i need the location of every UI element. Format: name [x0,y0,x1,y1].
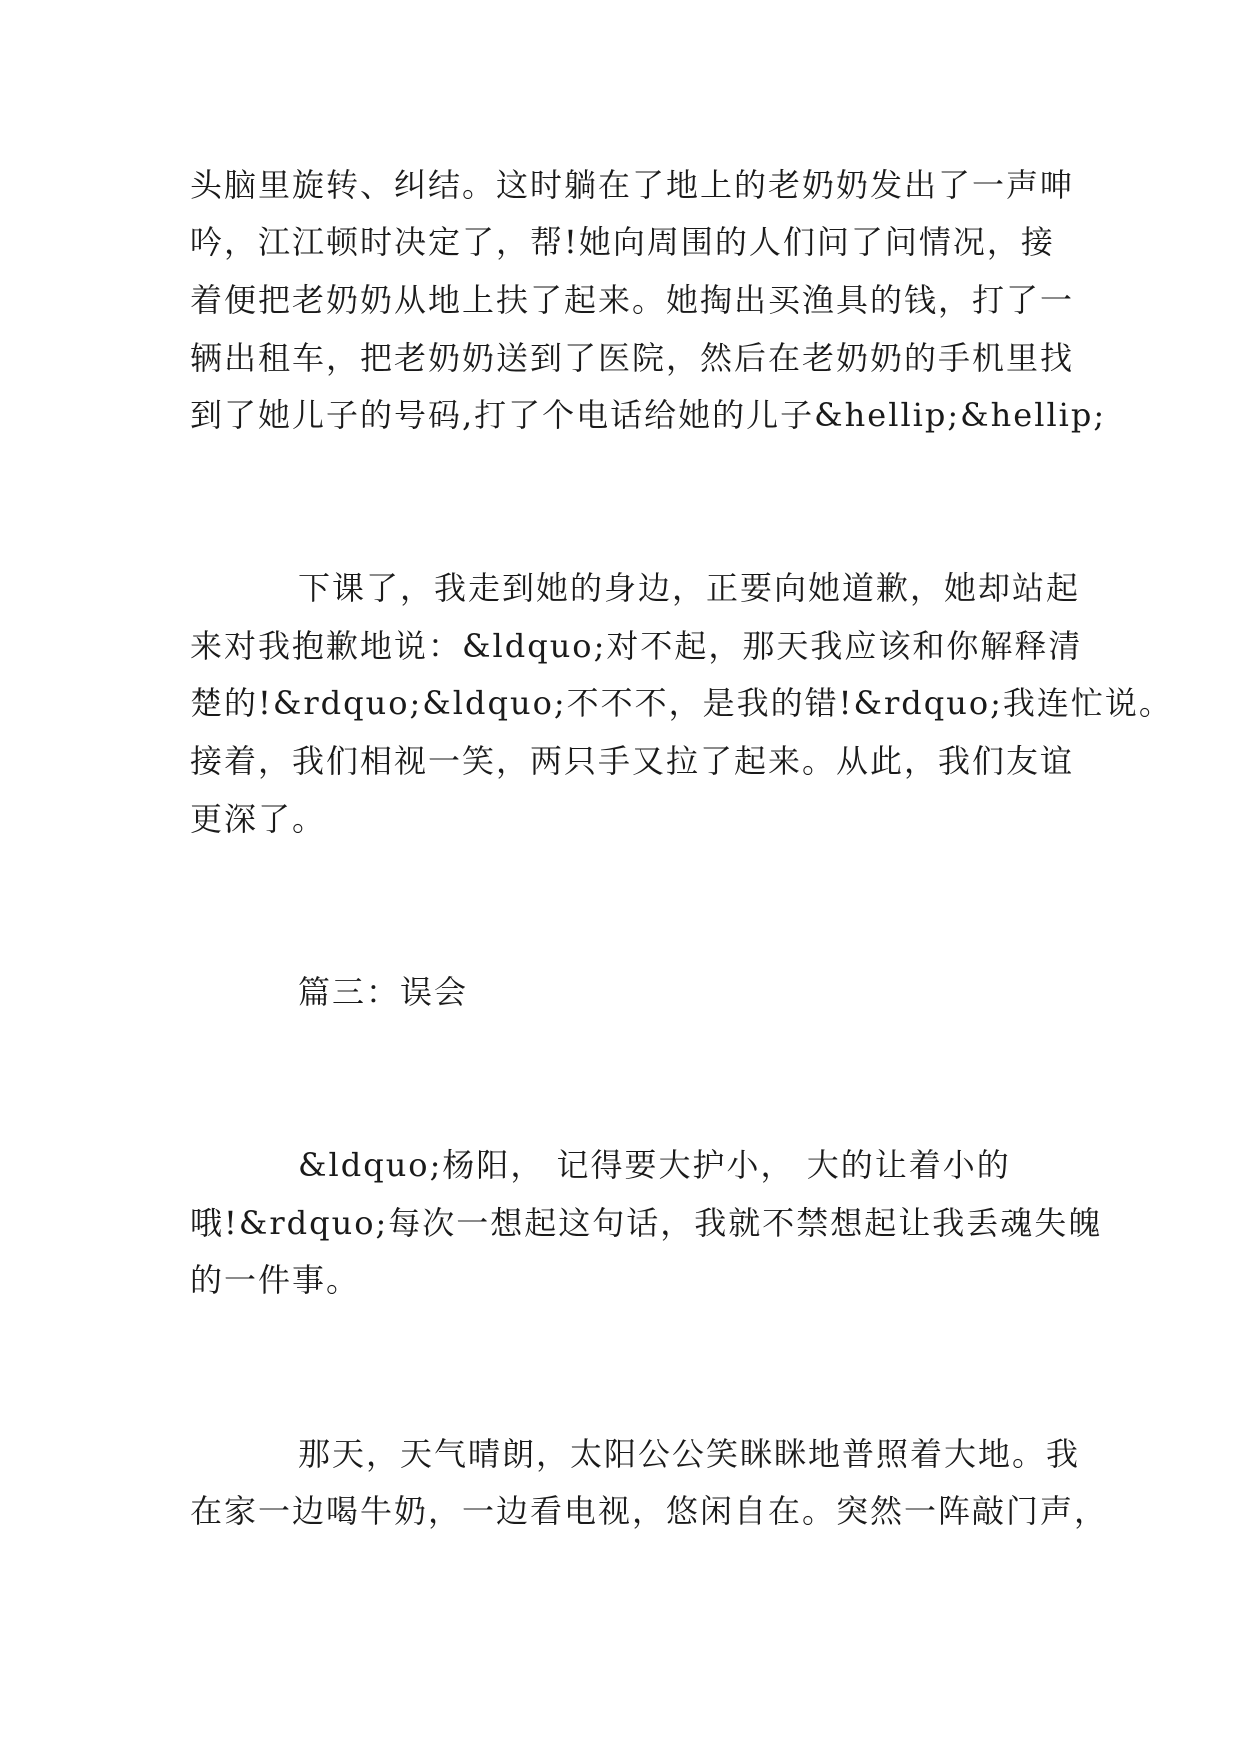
paragraph-2-line-5: 更深了。 [190,800,327,838]
paragraph-1-line-1: 头脑里旋转、纠结。这时躺在了地上的老奶奶发出了一声呻 [190,166,1075,204]
paragraph-1-line-5: 到了她儿子的号码,打了个电话给她的儿子&hellip;&hellip; [190,396,1107,434]
paragraph-2-line-2: 来对我抱歉地说：&ldquo;对不起，那天我应该和你解释清 [190,627,1083,665]
paragraph-1-line-3: 着便把老奶奶从地上扶了起来。她掏出买渔具的钱，打了一 [190,281,1075,319]
paragraph-2-line-3: 楚的!&rdquo;&ldquo;不不不，是我的错!&rdquo;我连忙说。 [190,684,1173,722]
section-heading: 篇三：误会 [298,973,469,1011]
paragraph-1-line-4: 辆出租车，把老奶奶送到了医院，然后在老奶奶的手机里找 [190,339,1075,377]
paragraph-3-line-3: 的一件事。 [190,1261,361,1299]
paragraph-1-line-2: 吟，江江顿时决定了，帮!她向周围的人们问了问情况，接 [190,223,1055,261]
paragraph-2-line-1: 下课了，我走到她的身边，正要向她道歉，她却站起 [298,569,1081,607]
paragraph-3-line-1: &ldquo;杨阳， 记得要大护小， 大的让着小的 [298,1146,1011,1184]
paragraph-2-line-4: 接着，我们相视一笑，两只手又拉了起来。从此，我们友谊 [190,742,1075,780]
paragraph-4-line-2: 在家一边喝牛奶，一边看电视，悠闲自在。突然一阵敲门声， [190,1492,1109,1530]
paragraph-3-line-2: 哦!&rdquo;每次一想起这句话，我就不禁想起让我丢魂失魄 [190,1204,1103,1242]
paragraph-4-line-1: 那天，天气晴朗，太阳公公笑眯眯地普照着大地。我 [298,1435,1081,1473]
